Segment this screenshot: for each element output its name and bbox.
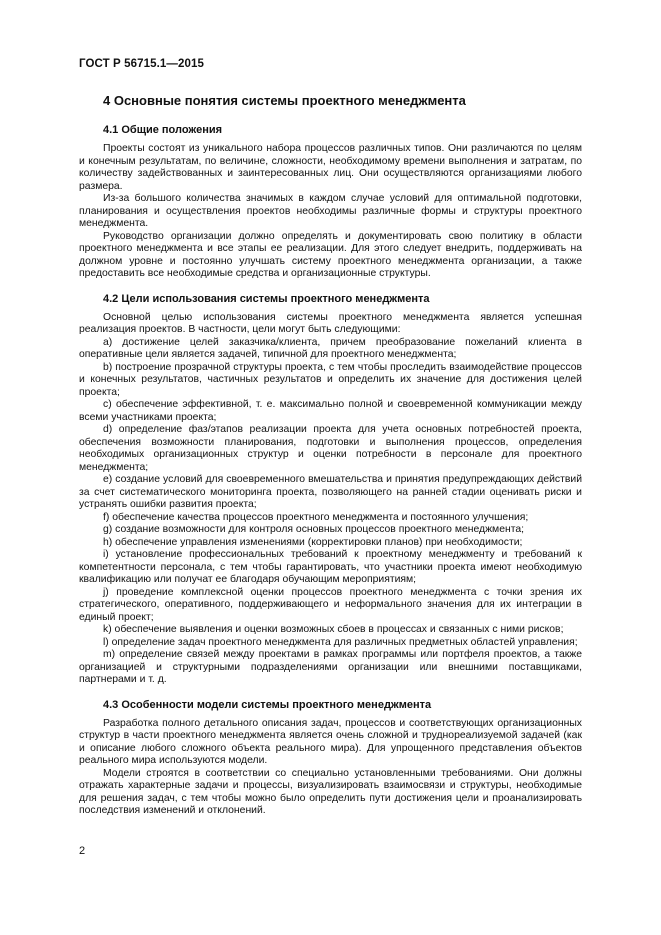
section-4-title: 4 Основные понятия системы проектного менеджмента	[103, 93, 466, 108]
list-item: f) обеспечение качества процессов проектного менеджмента и постоянного улучшения;	[103, 511, 529, 523]
document-code: ГОСТ Р 56715.1—2015	[79, 58, 204, 70]
list-item: a) достижение целей заказчика/клиента, причем преобразование пожеланий клиента в оперативные цели является задачей, типичной для проектного менеджмента;	[79, 336, 582, 360]
section-4-2-intro: Основной целью использования системы проектного менеджмента является успешная реализация проектов. В частности, цели могут быть следующими:	[79, 311, 582, 335]
section-4-1-paragraph: Руководство организации должно определять и документировать свою политику в области проектного менеджмента и все этапы ее реализации. Для этого следует внедрить, поддерживать на должном уровне и постоянно улучшать систему проектного менеджмента организации, а также предоставить все необходимые средства и организационные структуры.	[79, 230, 582, 279]
section-4-2-title: 4.2 Цели использования системы проектного менеджмента	[103, 292, 430, 305]
section-4-1-title: 4.1 Общие положения	[103, 124, 223, 136]
list-item: l) определение задач проектного менеджмента для различных предметных областей управления;	[103, 636, 578, 648]
section-4-3-paragraph: Модели строятся в соответствии со специально установленными требованиями. Они должны отражать характерные задачи и процессы, визуализировать взаимосвязи и структуры, необходимые для решения задач, с тем чтобы можно было определить пути достижения цели и проанализировать последствия изменений и отклонений.	[79, 767, 582, 816]
list-item: j) проведение комплексной оценки процессов проектного менеджмента с точки зрения их стратегического, оперативного, поддерживающего и неформального значения для их интеграции в единый проект;	[79, 586, 582, 623]
list-item: h) обеспечение управления изменениями (корректировки планов) при необходимости;	[103, 536, 523, 548]
section-4-3-paragraph: Разработка полного детального описания задач, процессов и соответствующих организационных структур в части проектного менеджмента является очень сложной и труднореализуемой задачей (как и описание любого сложного объекта реального мира). Для упрощенного представления объектов реального мира используются модели.	[79, 717, 582, 766]
list-item: m) определение связей между проектами в рамках программы или портфеля проектов, а также организацией и структурными подразделениями организации или внешними поставщиками, партнерами и т. д.	[79, 649, 582, 685]
section-4-1-paragraph: Проекты состоят из уникального набора процессов различных типов. Они различаются по целям и конечным результатам, по величине, сложности, необходимому времени выполнения и затратам, по количеству задействованных и заинтересованных лиц. Они осуществляются организациями любого размера.	[79, 143, 582, 192]
section-4-3-title: 4.3 Особенности модели системы проектного менеджмента	[103, 698, 432, 711]
section-4-1-paragraph: Из-за большого количества значимых в каждом случае условий для оптимальной подготовки, планирования и осуществления проектов необходимы различные формы и структуры проектного менеджмента.	[79, 193, 582, 229]
document-body	[79, 93, 582, 818]
list-item: k) обеспечение выявления и оценки возможных сбоев в процессах и связанных с ними рисков;	[103, 624, 564, 635]
list-item: e) создание условий для своевременного вмешательства и принятия предупреждающих действий за счет систематического мониторинга проекта, позволяющего на ранней стадии оценивать риски и устранять ошибки развития проекта;	[79, 474, 582, 510]
list-item: i) установление профессиональных требований к проектному менеджменту и требований к компетентности персонала, с тем чтобы гарантировать, что участники проекта имеют необходимую квалификацию или получат ее благодаря обучающим мероприятиям;	[79, 549, 582, 585]
page-number: 2	[79, 845, 86, 857]
list-item: d) определение фаз/этапов реализации проекта для учета основных потребностей проекта, обеспечения возможности планирования, подготовки и выполнения процессов, определения необходимых организационных структур и оценки потребности в персонале для проектного менеджмента;	[79, 424, 582, 473]
list-item: c) обеспечение эффективной, т. е. максимально полной и своевременной коммуникации между всеми участниками проекта;	[79, 399, 582, 423]
list-item: b) построение прозрачной структуры проекта, с тем чтобы проследить взаимодействие процессов и конечных результатов, частичных результатов и определить их значение для достижения целей проекта;	[79, 361, 582, 398]
list-item: g) создание возможности для контроля основных процессов проектного менеджмента;	[103, 524, 525, 535]
